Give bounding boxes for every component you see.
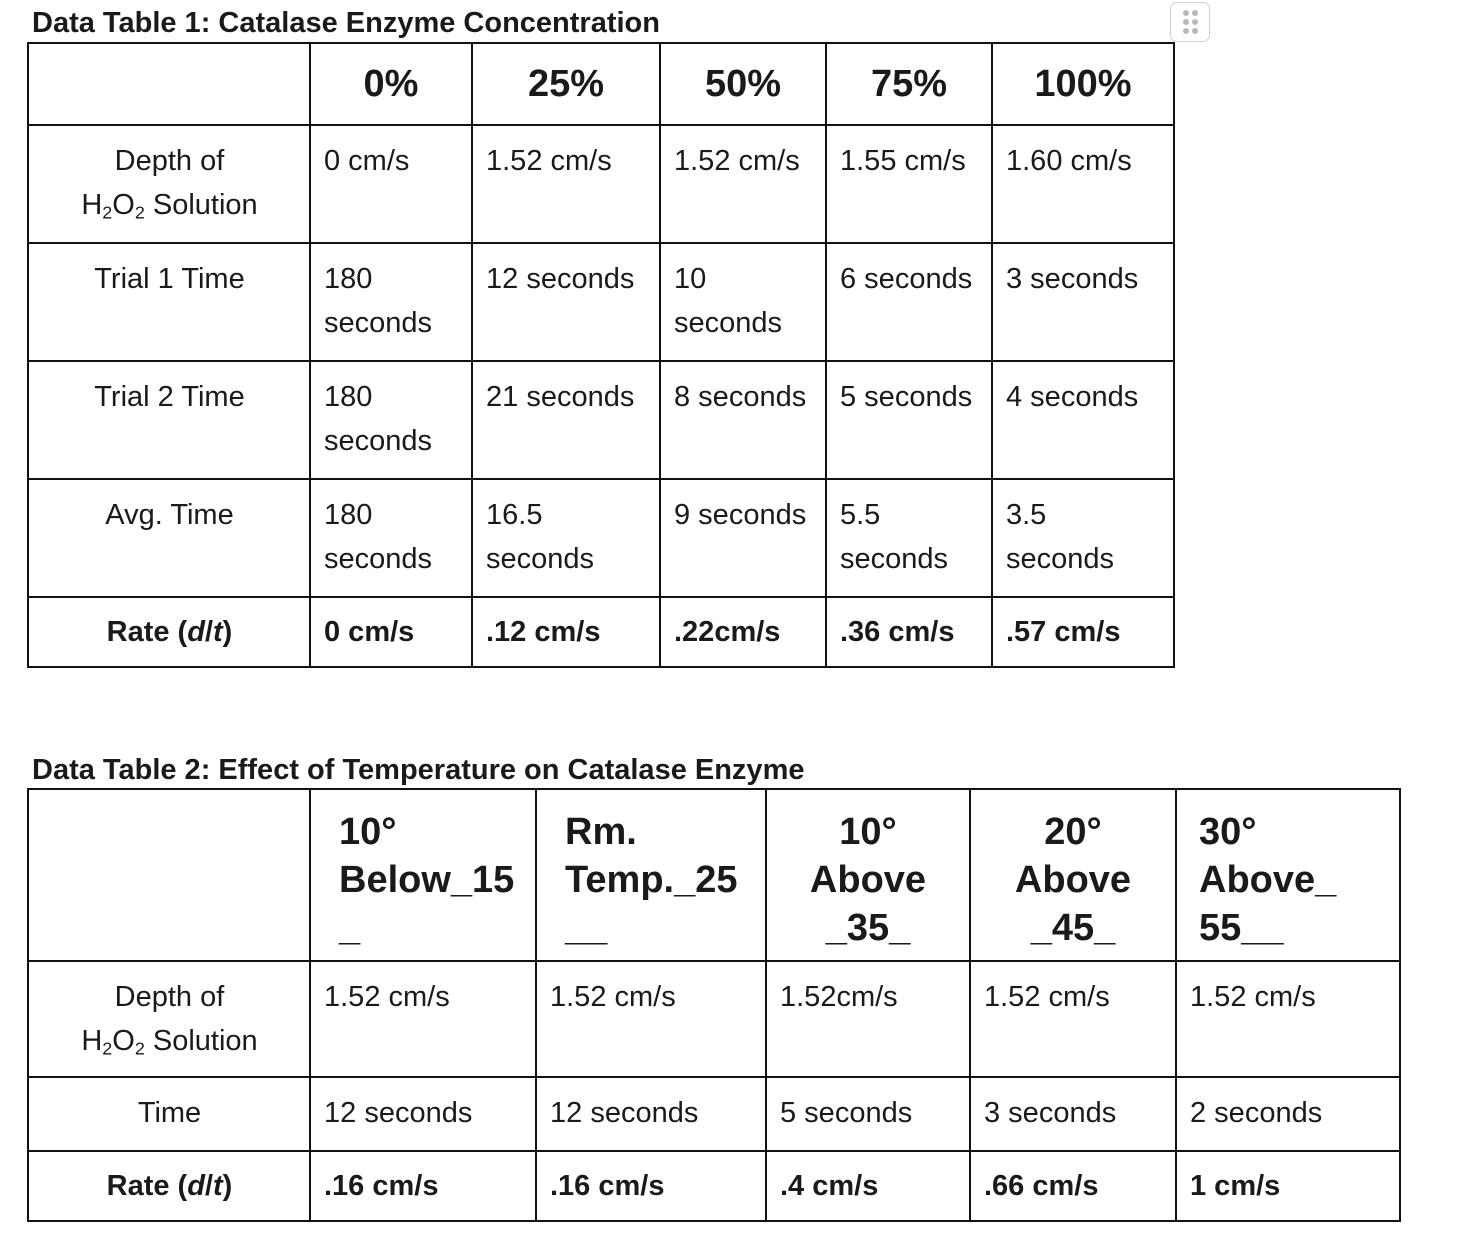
drag-handle-icon[interactable] — [1170, 2, 1210, 42]
table-cell: 9 seconds — [660, 479, 826, 597]
table-row — [28, 961, 1400, 1077]
table-cell: 12 seconds — [472, 243, 660, 361]
rate-label-t: t — [213, 616, 223, 648]
table-cell: 1.52 cm/s — [472, 125, 660, 243]
table-cell: 1.60 cm/s — [992, 125, 1174, 243]
table2-header-row — [28, 789, 1400, 961]
table-row — [28, 1077, 1400, 1151]
table-cell: 1.52 cm/s — [970, 961, 1176, 1077]
row-label-text: Depth of — [114, 145, 225, 177]
table-cell: 0 cm/s — [310, 597, 472, 667]
table-cell: 5 seconds — [826, 361, 992, 479]
table-cell: 21 seconds — [472, 361, 660, 479]
concentration-table — [27, 42, 1175, 668]
formula-subscript: 2 — [102, 1038, 113, 1059]
row-label-trial2: Trial 2 Time — [28, 361, 310, 479]
formula-h: H — [81, 189, 103, 221]
table-cell: 2 seconds — [1176, 1077, 1400, 1151]
rate-label-slash: / — [204, 616, 213, 648]
table-cell: 4 seconds — [992, 361, 1174, 479]
formula-o: O — [112, 1025, 135, 1057]
table-cell: 16.5 seconds — [472, 479, 660, 597]
table-cell: .12 cm/s — [472, 597, 660, 667]
table-cell: 10 seconds — [660, 243, 826, 361]
column-header: 10° Below_15 _ — [310, 789, 536, 961]
table-cell: 0 cm/s — [310, 125, 472, 243]
row-label-trial1: Trial 1 Time — [28, 243, 310, 361]
row-label-text: Depth of — [114, 981, 225, 1013]
column-header: 10° Above _35_ — [766, 789, 970, 961]
rate-label-t: t — [213, 1170, 223, 1202]
table1-corner-cell — [28, 43, 310, 125]
table-cell: 12 seconds — [536, 1077, 766, 1151]
temperature-table — [27, 788, 1401, 1222]
table-cell: .66 cm/s — [970, 1151, 1176, 1221]
row-label-depth — [28, 961, 310, 1077]
rate-label-slash: / — [204, 1170, 213, 1202]
row-label-text: Solution — [144, 1025, 258, 1057]
table-cell: 6 seconds — [826, 243, 992, 361]
formula-subscript: 2 — [134, 1038, 145, 1059]
column-header: 75% — [826, 43, 992, 125]
row-label-depth — [28, 125, 310, 243]
table-row — [28, 597, 1174, 667]
table-cell: .16 cm/s — [310, 1151, 536, 1221]
table-cell: .4 cm/s — [766, 1151, 970, 1221]
row-label-rate — [28, 597, 310, 667]
rate-label-text: Rate ( — [106, 616, 188, 648]
column-header: 30° Above_ 55__ — [1176, 789, 1400, 961]
table-cell: 3 seconds — [970, 1077, 1176, 1151]
table-cell: 180 seconds — [310, 361, 472, 479]
rate-label-d: d — [187, 1170, 205, 1202]
table-cell: 3 seconds — [992, 243, 1174, 361]
table-cell: 1 cm/s — [1176, 1151, 1400, 1221]
table-row — [28, 243, 1174, 361]
row-label-text: Solution — [144, 189, 258, 221]
rate-label-text: ) — [222, 1170, 233, 1202]
table-cell: 1.52cm/s — [766, 961, 970, 1077]
table-cell: .16 cm/s — [536, 1151, 766, 1221]
table-cell: 1.52 cm/s — [310, 961, 536, 1077]
table-cell: 180 seconds — [310, 243, 472, 361]
rate-label-text: ) — [222, 616, 233, 648]
table-cell: 8 seconds — [660, 361, 826, 479]
table-cell: .57 cm/s — [992, 597, 1174, 667]
table-cell: 1.52 cm/s — [1176, 961, 1400, 1077]
formula-subscript: 2 — [102, 202, 113, 223]
row-label-time: Time — [28, 1077, 310, 1151]
table1-header-row — [28, 43, 1174, 125]
table-row — [28, 479, 1174, 597]
table2-caption: Data Table 2: Effect of Temperature on Catalase Enzyme — [32, 754, 805, 786]
table-cell: 1.52 cm/s — [536, 961, 766, 1077]
formula-h: H — [81, 1025, 103, 1057]
table-cell: 180 seconds — [310, 479, 472, 597]
rate-label-text: Rate ( — [106, 1170, 188, 1202]
table-cell: 1.52 cm/s — [660, 125, 826, 243]
table2-corner-cell — [28, 789, 310, 961]
table-cell: 12 seconds — [310, 1077, 536, 1151]
table1-caption: Data Table 1: Catalase Enzyme Concentration — [32, 7, 660, 39]
table-row — [28, 1151, 1400, 1221]
column-header: 0% — [310, 43, 472, 125]
table-cell: 5 seconds — [766, 1077, 970, 1151]
rate-label-d: d — [187, 616, 205, 648]
table-cell: 1.55 cm/s — [826, 125, 992, 243]
column-header: 50% — [660, 43, 826, 125]
column-header: Rm. Temp._25 __ — [536, 789, 766, 961]
column-header: 20° Above _45_ — [970, 789, 1176, 961]
column-header: 25% — [472, 43, 660, 125]
formula-subscript: 2 — [134, 202, 145, 223]
row-label-avg: Avg. Time — [28, 479, 310, 597]
column-header: 100% — [992, 43, 1174, 125]
table-row — [28, 125, 1174, 243]
table-cell: .36 cm/s — [826, 597, 992, 667]
table-cell: 5.5 seconds — [826, 479, 992, 597]
table-cell: .22cm/s — [660, 597, 826, 667]
formula-o: O — [112, 189, 135, 221]
row-label-rate — [28, 1151, 310, 1221]
table-cell: 3.5 seconds — [992, 479, 1174, 597]
table-row — [28, 361, 1174, 479]
